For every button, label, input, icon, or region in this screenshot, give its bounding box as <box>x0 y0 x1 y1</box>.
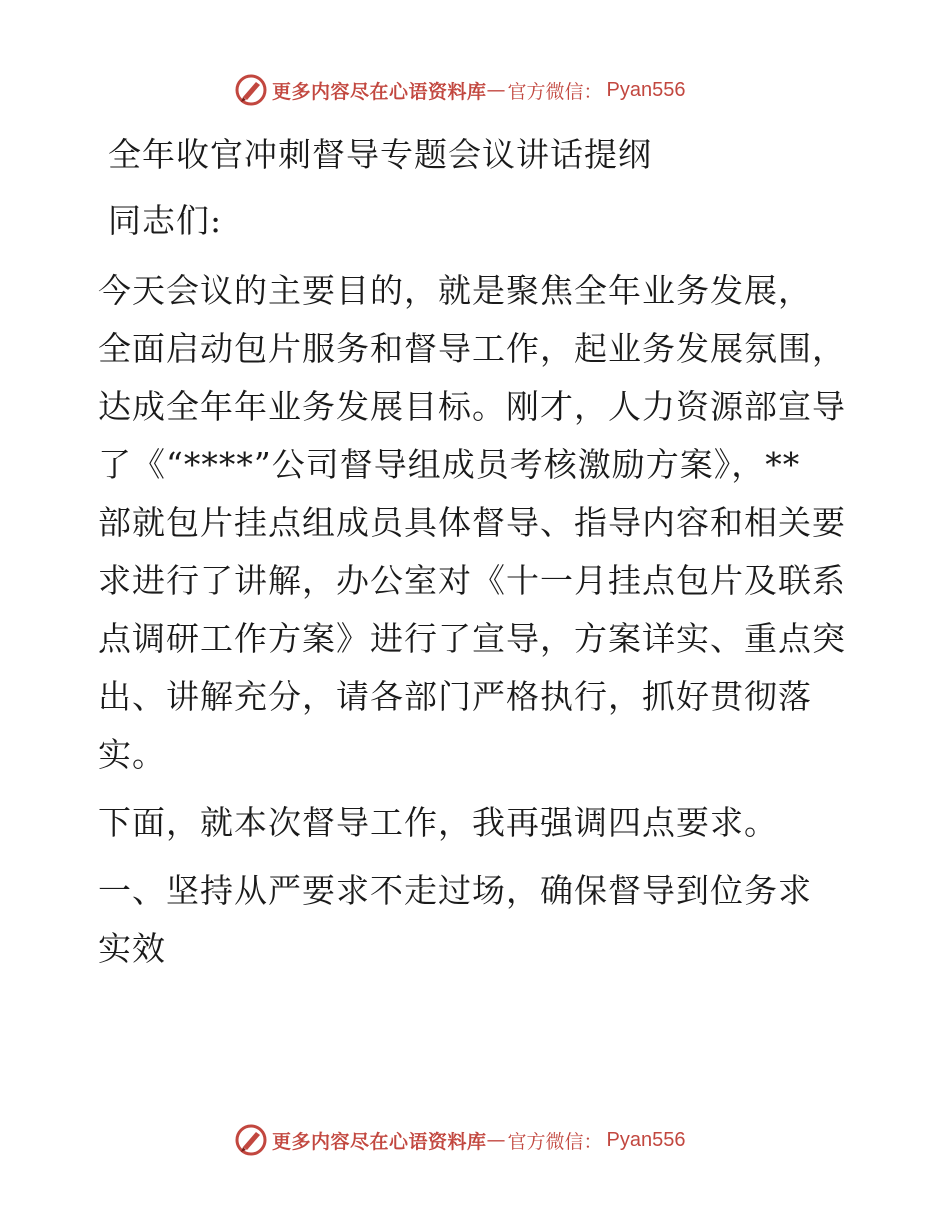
document-title: 全年收官冲刺督导专题会议讲话提纲 <box>108 135 652 174</box>
paragraph-line: 出、讲解充分，请各部门严格执行，抓好贯彻落 <box>98 677 812 716</box>
pen-logo-icon <box>234 73 268 107</box>
banner-official-text: 官方微信： <box>507 1130 603 1153</box>
header-banner <box>234 72 686 108</box>
paragraph-line: 下面，就本次督导工作，我再强调四点要求。 <box>98 803 778 842</box>
paragraph-line: 求进行了讲解，办公室对《十一月挂点包片及联系 <box>98 561 846 600</box>
banner-site-text: 更多内容尽在心语资料库 <box>272 1130 487 1153</box>
paragraph-transition <box>98 794 858 852</box>
banner-dash: — <box>486 79 506 101</box>
greeting: 同志们: <box>108 201 223 240</box>
paragraph-line: 全面启动包片服务和督导工作，起业务发展氛围， <box>98 329 846 368</box>
paragraph-line: 点调研工作方案》进行了宣导，方案详实、重点突 <box>98 619 846 658</box>
heading-line: 一、坚持从严要求不走过场，确保督导到位务求 <box>98 871 812 910</box>
banner-site-text: 更多内容尽在心语资料库 <box>272 80 487 103</box>
paragraph-line: 部就包片挂点组成员具体督导、指导内容和相关要 <box>98 503 846 542</box>
banner-wechat-id: Pyan556 <box>606 78 686 101</box>
paragraph-line: 了《“****”公司督导组成员考核激励方案》，** <box>98 445 801 484</box>
document-body <box>98 118 858 984</box>
footer-banner <box>234 1122 686 1158</box>
section-heading-1 <box>98 862 858 978</box>
paragraph-line: 实。 <box>98 735 166 774</box>
pen-logo-icon <box>234 1123 268 1157</box>
banner-official-text: 官方微信： <box>507 80 603 103</box>
paragraph-line: 达成全年年业务发展目标。刚才，人力资源部宣导 <box>98 387 846 426</box>
paragraph-line: 今天会议的主要目的，就是聚焦全年业务发展， <box>98 271 812 310</box>
heading-line: 实效 <box>98 929 166 968</box>
banner-wechat-id: Pyan556 <box>606 1128 686 1151</box>
paragraph-intro <box>98 262 858 784</box>
banner-dash: — <box>486 1129 506 1151</box>
